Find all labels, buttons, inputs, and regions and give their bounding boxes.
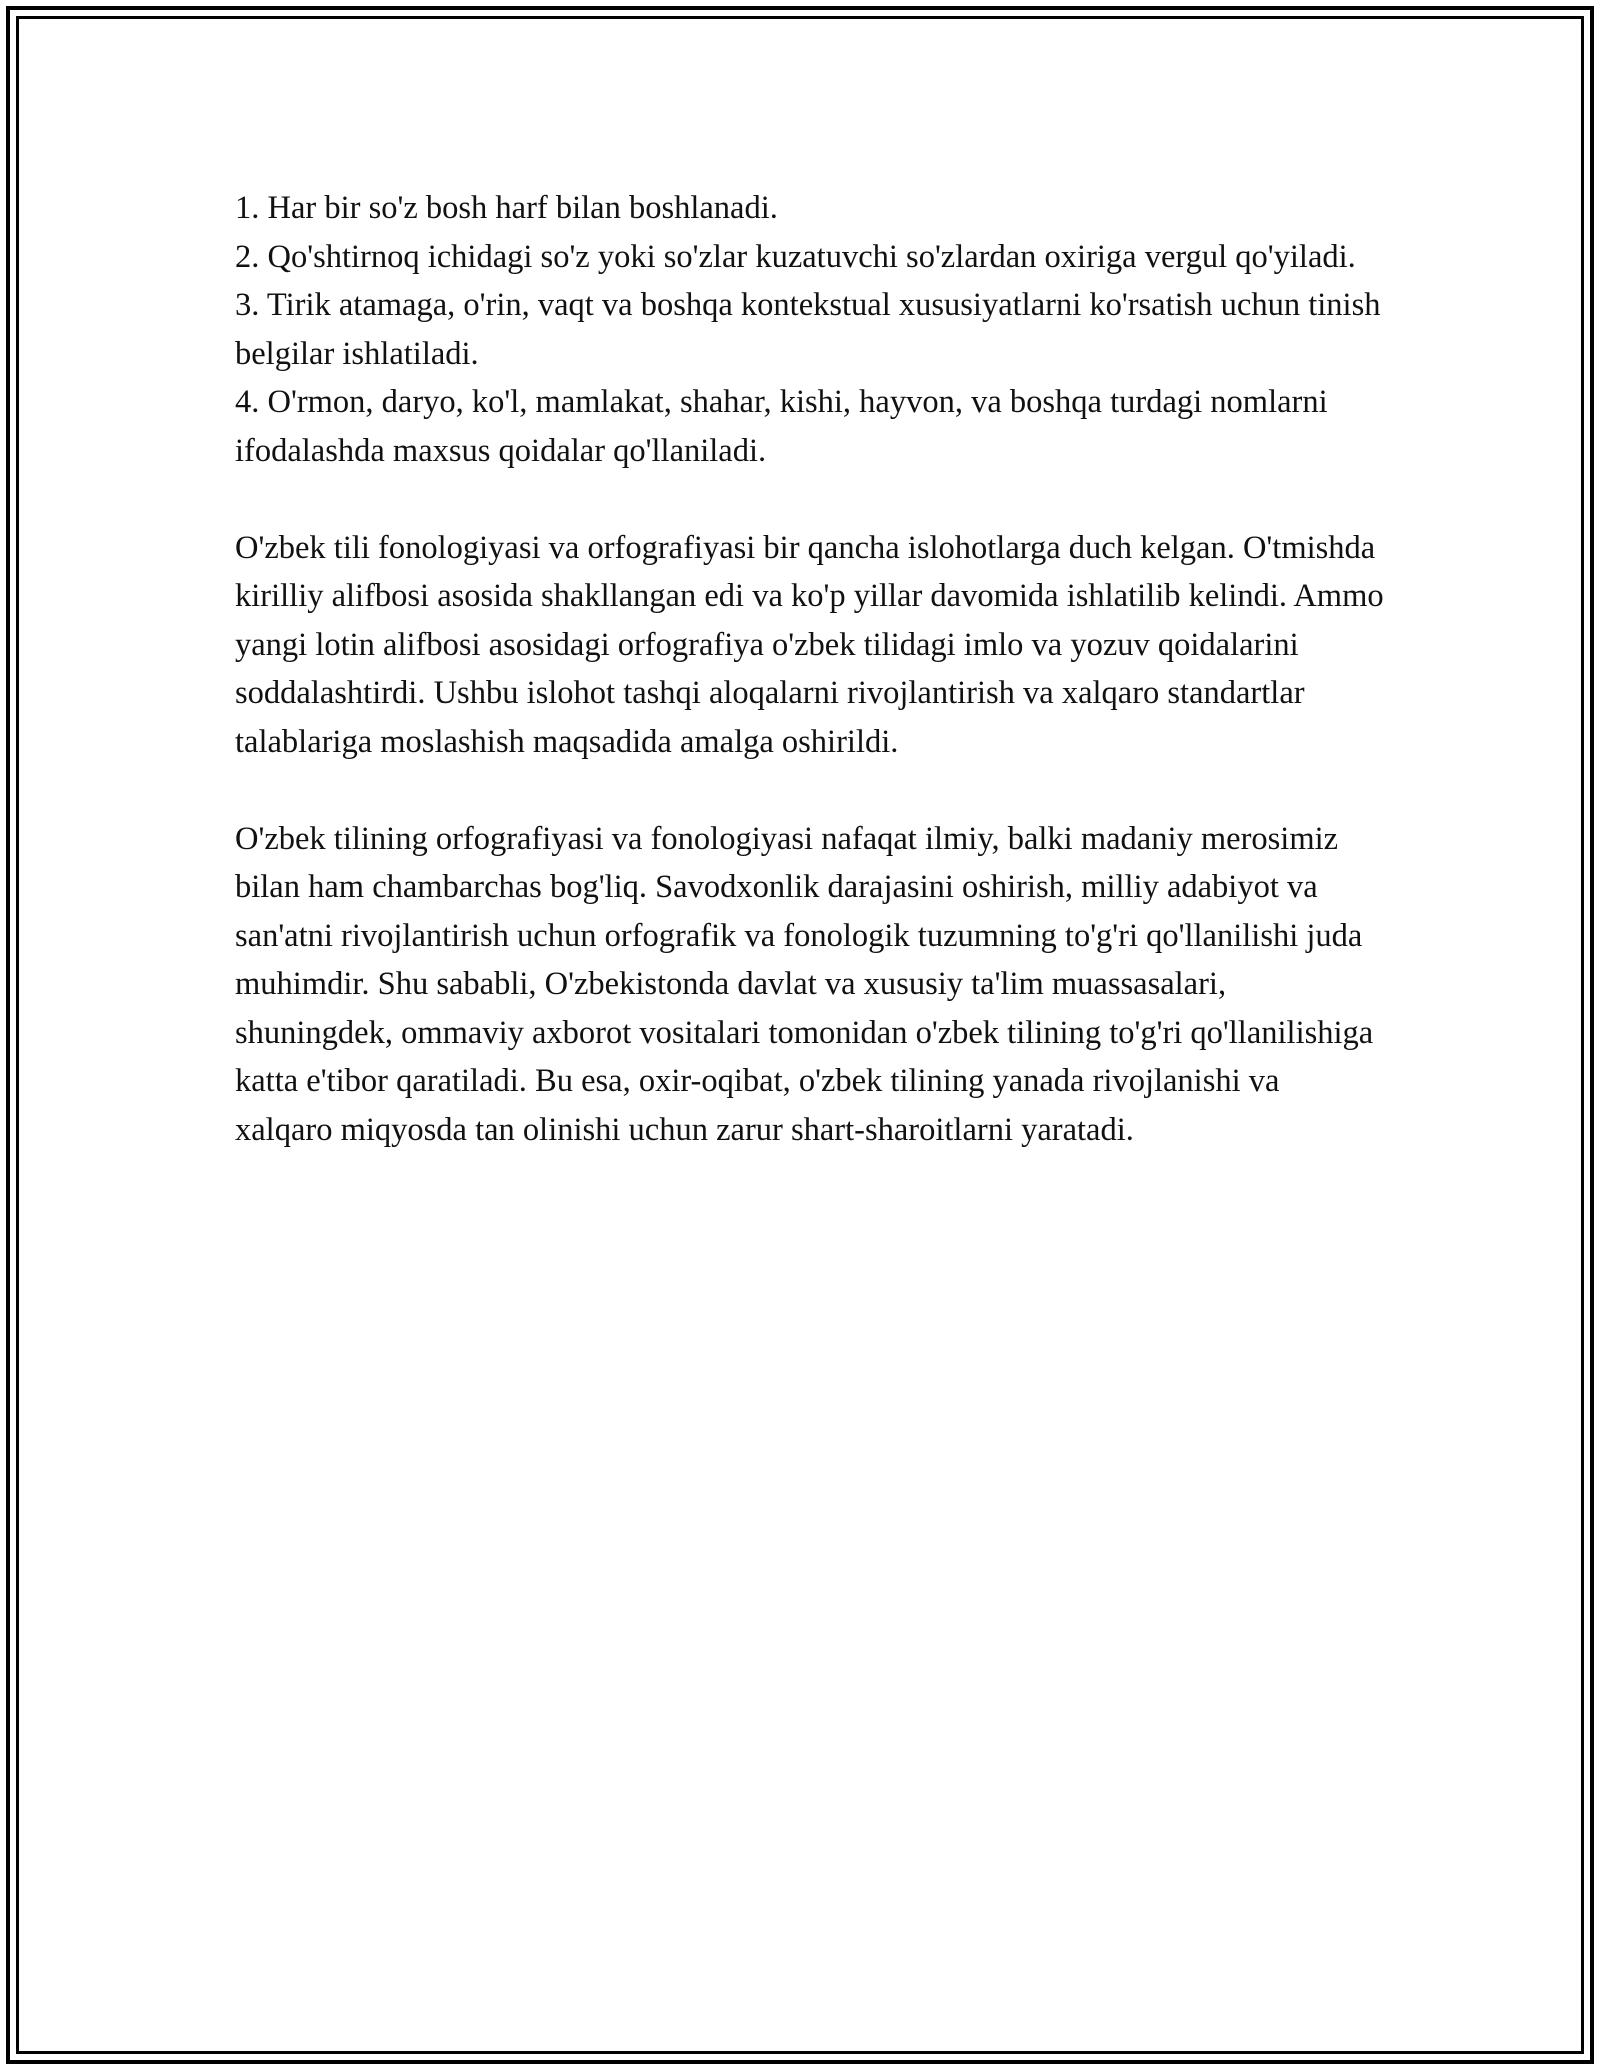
paragraph-reform: O'zbek tili fonologiyasi va orfografiyasi bir qancha islohotlarga duch kelgan. O'tmishda kirilliy alifbosi asosida shakllangan edi va ko'p yillar davomida ishlatilib kelindi. Ammo yangi lotin alifbosi asosidagi orfografiya o'zbek tilidagi imlo va yozuv qoidalarini soddalashtirdi. Ushbu islohot tashqi aloqalarni rivojlantirish va xalqaro standartlar talablariga moslashish maqsadida amalga oshirildi. xyxy=(235,529,1384,760)
list-item: 2. Qo'shtirnoq ichidagi so'z yoki so'zlar kuzatuvchi so'zlardan oxiriga vergul qo'yiladi. xyxy=(235,238,1356,275)
list-item: 3. Tirik atamaga, o'rin, vaqt va boshqa kontekstual xususiyatlarni ko'rsatish uchun tinish belgilar ishlatiladi. xyxy=(235,287,1381,372)
list-item: 1. Har bir so'z bosh harf bilan boshlanadi. xyxy=(235,190,778,226)
paragraph-spacer xyxy=(235,766,1385,815)
paragraph-heritage: O'zbek tilining orfografiyasi va fonologiyasi nafaqat ilmiy, balki madaniy merosimiz bilan ham chambarchas bog'liq. Savodxonlik darajasini oshirish, milliy adabiyot va san'atni rivojlantirish uchun orfografik va fonologik tuzumning to'g'ri qo'llanilishi juda muhimdir. Shu sababli, O'zbekistonda davlat va xususiy ta'lim muassasalari, shuningdek, ommaviy axborot vositalari tomonidan o'zbek tilining to'g'ri qo'llanilishiga katta e'tibor qaratiladi. Bu esa, oxir-oqibat, o'zbek tilining yanada rivojlanishi va xalqaro miqyosda tan olinishi uchun zarur shart-sharoitlarni yaratadi. xyxy=(235,820,1374,1148)
paragraph-spacer xyxy=(235,475,1385,524)
document-body xyxy=(235,184,1385,1154)
list-item: 4. O'rmon, daryo, ko'l, mamlakat, shahar, kishi, hayvon, va boshqa turdagi nomlarni ifodalashda maxsus qoidalar qo'llaniladi. xyxy=(235,384,1328,469)
